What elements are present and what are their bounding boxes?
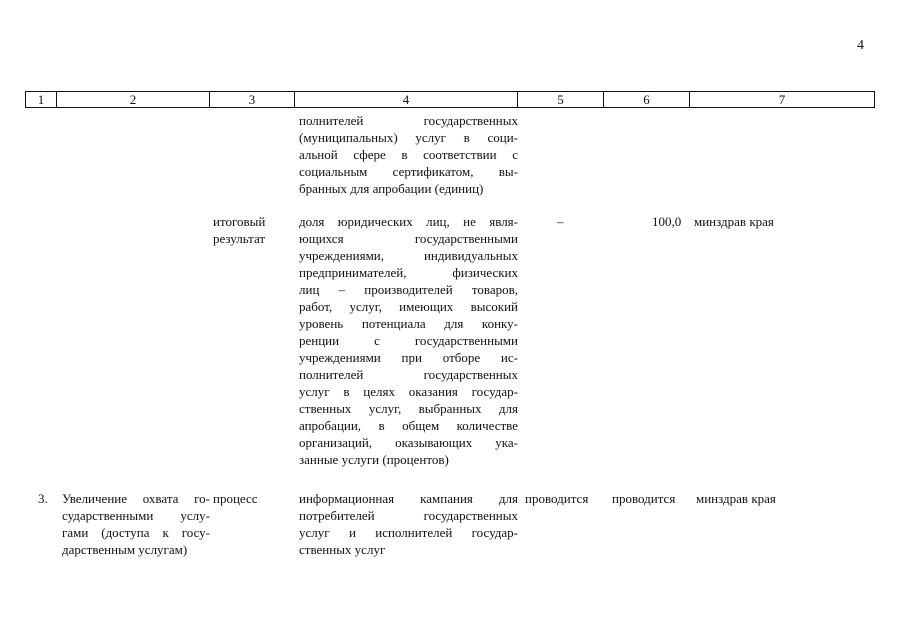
result-type [213,213,298,247]
text-line: ственных услуг, выбранных для [299,401,518,416]
text-line: информационная кампания для [299,491,518,506]
row3-type: процесс [213,491,258,506]
text-line: учреждениями, индивидуальных [299,248,518,263]
column-number-7: 7 [690,92,875,108]
text-line: бранных для апробации (единиц) [299,181,484,196]
column-number-6: 6 [604,92,690,108]
column-number-2: 2 [57,92,210,108]
text-line: ственных услуг [299,542,386,557]
column-number-5: 5 [518,92,604,108]
text-line: полнителей государственных [299,367,518,382]
text-line: услуг и исполнителей государ- [299,525,518,540]
page-number: 4 [857,38,864,53]
text-line: ренции с государственными [299,333,518,348]
text-line: организаций, оказывающих ука- [299,435,518,450]
column-number-4: 4 [295,92,518,108]
text-line: альной сфере в соответствии с [299,147,518,162]
text-line: итоговый [213,214,266,229]
column-header-row [26,92,875,108]
column-number-3: 3 [210,92,295,108]
result-target-value: 100,0 [652,214,682,229]
text-line: лиц – производителей товаров, [299,282,518,297]
row-number: 3. [38,491,48,506]
result-indicator-text [299,213,518,468]
task-name [62,490,210,558]
text-line: учреждениями при отборе ис- [299,350,518,365]
column-header-table [25,91,875,108]
continuation-indicator-text [299,112,518,197]
row3-responsible: минздрав края [696,491,776,506]
text-line: потребителей государственных [299,508,518,523]
text-line: (муниципальных) услуг в соци- [299,130,518,145]
result-base-value: – [557,214,564,229]
result-responsible: минздрав края [694,214,774,229]
text-line: ющихся государственными [299,231,518,246]
text-line: предпринимателей, физических [299,265,518,280]
text-line: сударственными услу- [62,508,210,523]
text-line: полнителей государственных [299,113,518,128]
text-line: Увеличение охвата го- [62,491,210,506]
text-line: доля юридических лиц, не явля- [299,214,518,229]
row3-base-value: проводится [525,491,589,506]
text-line: занные услуги (процентов) [299,452,449,467]
text-line: социальным сертификатом, вы- [299,164,518,179]
row3-target-value: проводится [612,491,676,506]
text-line: апробации, в общем количестве [299,418,518,433]
text-line: гами (доступа к госу- [62,525,210,540]
text-line: уровень потенциала для конку- [299,316,518,331]
row3-indicator-text [299,490,518,558]
text-line: результат [213,231,266,246]
text-line: услуг в целях оказания государ- [299,384,518,399]
text-line: дарственным услугам) [62,542,188,557]
column-number-1: 1 [26,92,57,108]
text-line: работ, услуг, имеющих высокий [299,299,518,314]
